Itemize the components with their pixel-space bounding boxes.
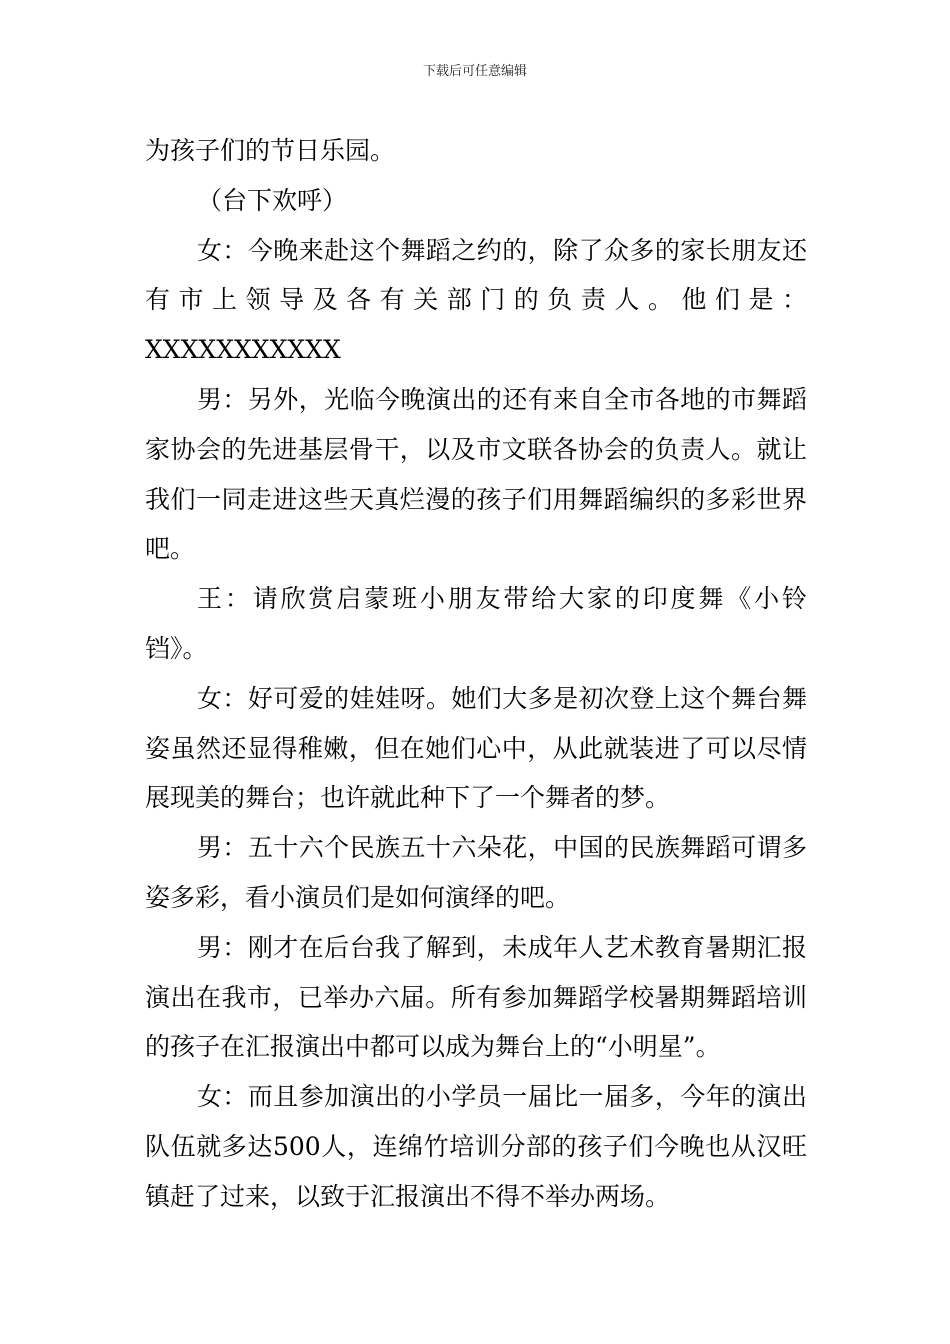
page-header: 下载后可任意编辑 xyxy=(422,64,527,79)
paragraph-female-host-1: 女：今晚来赴这个舞蹈之约的，除了众多的家长朋友还有市上领导及各有关部门的负责人。他们是： xyxy=(145,235,807,315)
paragraph-male-host-3: 男：刚才在后台我了解到，未成年人艺术教育暑期汇报演出在我市，已举办六届。所有参加舞蹈学校暑期舞蹈培训的孩子在汇报演出中都可以成为舞台上的“小明星”。 xyxy=(145,932,807,1062)
paragraph-female-host-2: 女：好可爱的娃娃呀。她们大多是初次登上这个舞台舞姿虽然还显得稚嫩，但在她们心中，从此就装进了可以尽情展现美的舞台；也许就此种下了一个舞者的梦。 xyxy=(145,683,807,813)
paragraph-stage-direction: （台下欢呼） xyxy=(197,185,348,215)
paragraph-continuation: 为孩子们的节日乐园。 xyxy=(145,136,396,165)
paragraph-wang-host: 王：请欣赏启蒙班小朋友带给大家的印度舞《小铃铛》。 xyxy=(145,584,807,663)
paragraph-male-host-1: 男：另外，光临今晚演出的还有来自全市各地的市舞蹈家协会的先进基层骨干，以及市文联各协会的负责人。就让我们一同走进这些天真烂漫的孩子们用舞蹈编织的多彩世界吧。 xyxy=(145,384,807,564)
document-body xyxy=(145,126,807,1222)
paragraph-male-host-2: 男：五十六个民族五十六朵花，中国的民族舞蹈可谓多姿多彩，看小演员们是如何演绎的吧。 xyxy=(145,833,807,912)
paragraph-female-host-3: 女：而且参加演出的小学员一届比一届多，今年的演出队伍就多达500人，连绵竹培训分部的孩子们今晚也从汉旺镇赶了过来，以致于汇报演出不得不举办两场。 xyxy=(145,1082,807,1211)
paragraph-placeholder-names: XXXXXXXXXXX xyxy=(145,335,341,365)
